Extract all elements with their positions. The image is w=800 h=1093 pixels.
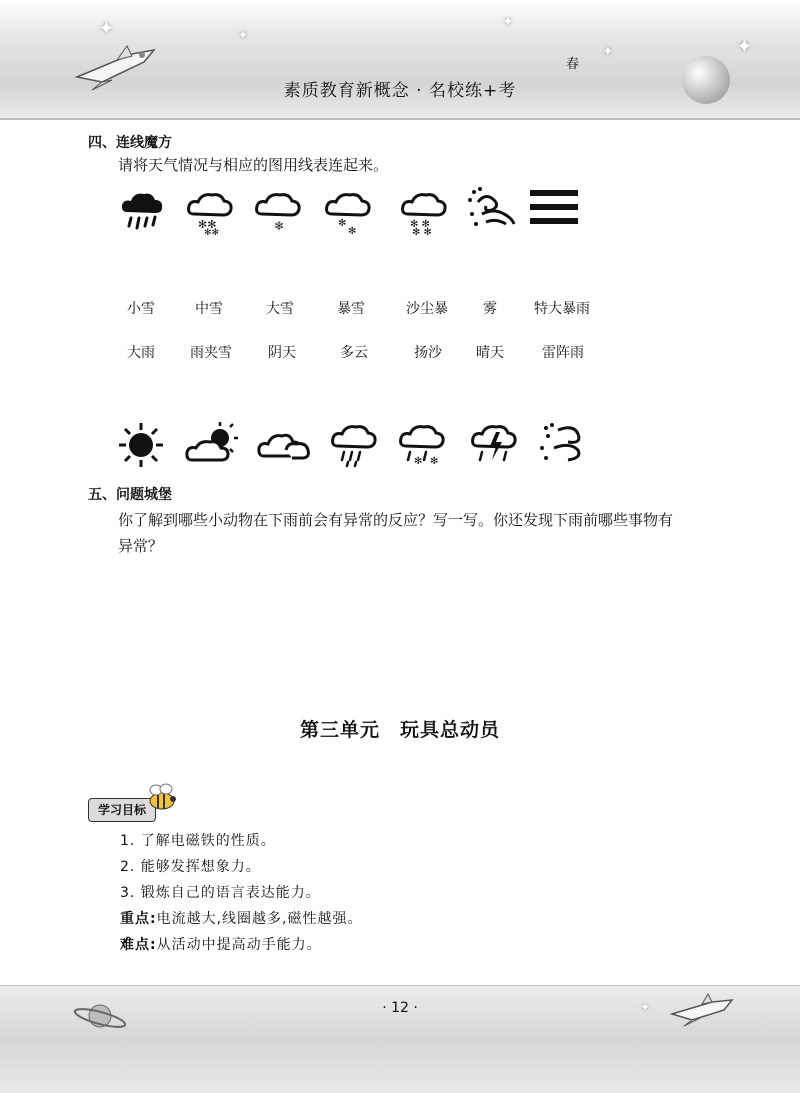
star-icon: ✦ xyxy=(98,16,115,40)
planet-icon xyxy=(682,56,730,104)
snow-icon xyxy=(252,186,304,236)
label-cloudy: 多云 xyxy=(340,345,368,361)
svg-text:✻ ✻: ✻ ✻ xyxy=(412,227,432,236)
heavy-snow-icon xyxy=(398,186,452,236)
key-point-label: 重点: xyxy=(120,911,157,927)
light-snow-icon xyxy=(184,186,236,236)
label-overcast: 阴天 xyxy=(268,345,296,361)
key-point-text: 电流越大,线圈越多,磁性越强。 xyxy=(156,911,363,927)
difficulty-point-text: 从活动中提高动手能力。 xyxy=(156,937,322,953)
section5-heading: 五、问题城堡 xyxy=(88,487,172,503)
blowing-sand-icon xyxy=(538,420,588,466)
svg-text:✻: ✻ xyxy=(430,456,439,467)
space-shuttle-icon xyxy=(668,992,738,1028)
page-number: · 12 · xyxy=(382,1000,418,1016)
bee-icon xyxy=(144,783,178,813)
label-heavy-rain: 大雨 xyxy=(127,345,155,361)
star-icon: ✦ xyxy=(238,28,249,42)
overcast-icon xyxy=(256,420,312,466)
svg-text:✻ ✻: ✻ ✻ xyxy=(410,219,430,230)
svg-text:✻✻: ✻✻ xyxy=(204,228,220,236)
label-moderate-snow: 中雪 xyxy=(195,301,223,317)
label-fog: 雾 xyxy=(483,301,497,317)
sunny-icon xyxy=(116,420,166,470)
thunderstorm-icon xyxy=(468,418,520,470)
footer-divider xyxy=(0,985,800,986)
header-divider xyxy=(0,118,800,120)
sleet-icon xyxy=(396,418,448,470)
difficulty-point-label: 难点: xyxy=(120,937,157,953)
label-blizzard: 暴雪 xyxy=(337,301,365,317)
goal-item-3: 3. 锻炼自己的语言表达能力。 xyxy=(120,885,321,901)
section5-question-line2: 异常？ xyxy=(118,537,164,555)
svg-text:✻✻: ✻✻ xyxy=(198,218,217,231)
fog-icon xyxy=(528,186,580,232)
difficulty-point xyxy=(120,934,322,954)
label-extreme-rainstorm: 特大暴雨 xyxy=(534,301,590,317)
label-light-snow: 小雪 xyxy=(127,301,155,317)
label-heavy-snow: 大雪 xyxy=(266,301,294,317)
svg-text:✻: ✻ xyxy=(414,456,423,467)
unit-title: 第三单元 玩具总动员 xyxy=(299,719,500,741)
star-icon: ✦ xyxy=(602,44,614,60)
star-icon: ✦ xyxy=(736,34,753,58)
page-header-title: 素质教育新概念 · 名校练+考 xyxy=(283,81,517,101)
sandstorm-icon xyxy=(464,184,518,234)
star-icon: ✦ xyxy=(640,1000,651,1014)
label-sleet: 雨夹雪 xyxy=(190,345,232,361)
svg-text:❄: ❄ xyxy=(274,219,285,233)
rain-icon xyxy=(328,418,380,470)
season-label: 春 xyxy=(566,57,580,72)
label-blowing-sand: 扬沙 xyxy=(414,345,442,361)
section4-heading: 四、连线魔方 xyxy=(88,135,172,151)
goal-item-1: 1. 了解电磁铁的性质。 xyxy=(120,833,276,849)
label-thunder-shower: 雷阵雨 xyxy=(542,345,584,361)
section4-instruction: 请将天气情况与相应的图用线表连起来。 xyxy=(118,156,389,174)
section5-question-line1: 你了解到哪些小动物在下雨前会有异常的反应？写一写。你还发现下雨前哪些事物有 xyxy=(118,511,674,529)
moderate-snow-icon xyxy=(322,186,374,236)
saturn-icon xyxy=(72,996,128,1036)
label-sandstorm: 沙尘暴 xyxy=(406,301,448,317)
goal-item-2: 2. 能够发挥想象力。 xyxy=(120,859,261,875)
star-icon: ✦ xyxy=(502,14,514,30)
partly-cloudy-icon xyxy=(184,420,240,470)
svg-text:✻: ✻ xyxy=(338,218,347,229)
heavy-rain-icon xyxy=(117,186,167,236)
key-point xyxy=(120,908,363,928)
svg-text:✻: ✻ xyxy=(348,226,357,236)
learning-goals-badge: 学习目标 xyxy=(88,798,156,822)
label-sunny: 晴天 xyxy=(476,345,504,361)
